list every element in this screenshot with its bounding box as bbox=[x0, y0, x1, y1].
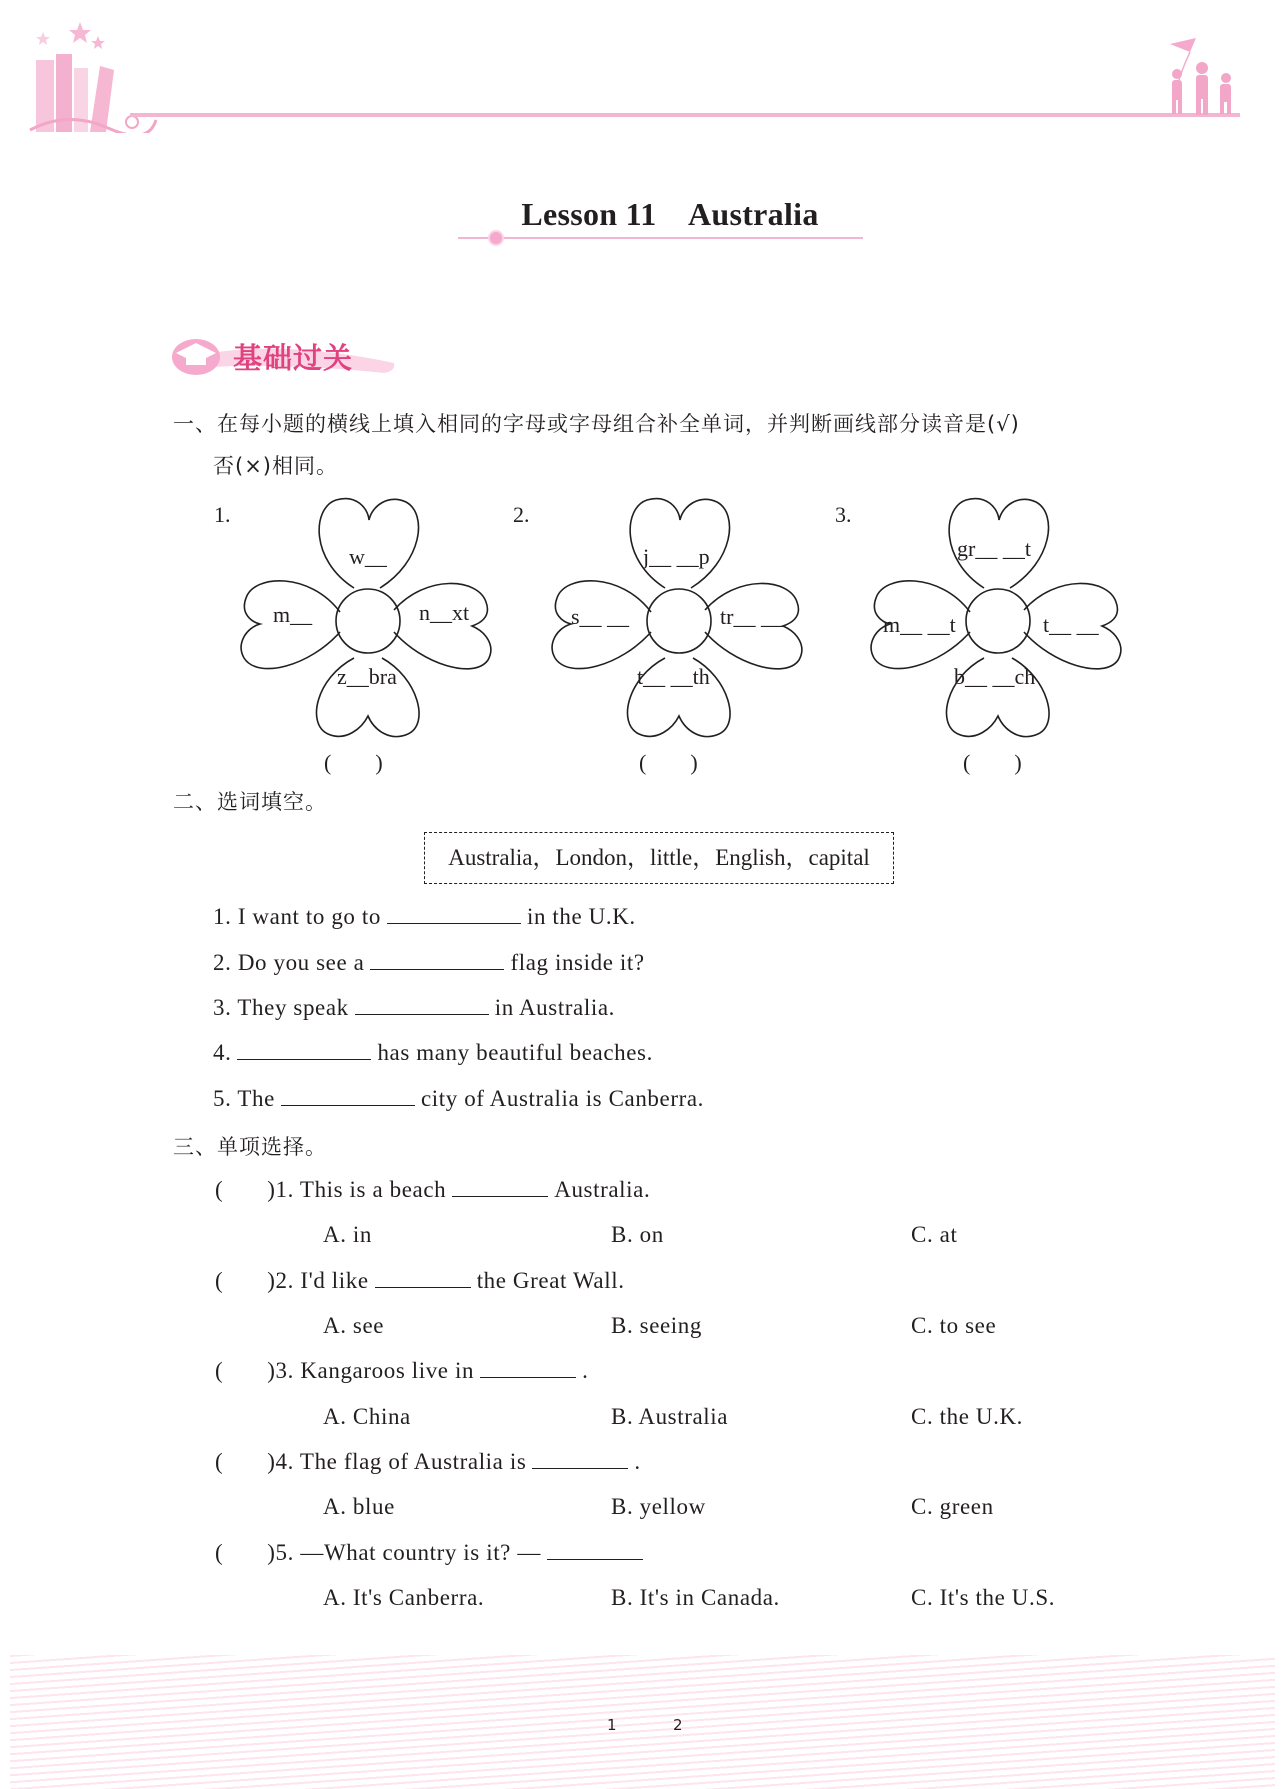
answer-blank[interactable] bbox=[237, 1058, 371, 1060]
fill-item-3 bbox=[213, 995, 615, 1021]
part3-heading: 三、单项选择。 bbox=[173, 1135, 327, 1159]
mc-question-5 bbox=[215, 1540, 649, 1566]
option-a[interactable]: A. China bbox=[323, 1404, 411, 1429]
fill-item-2 bbox=[213, 950, 645, 976]
answer-blank[interactable] bbox=[355, 1013, 489, 1015]
part1-instruction-line2: 否(×)相同。 bbox=[213, 454, 338, 478]
mc-question-1 bbox=[215, 1177, 650, 1203]
flower-word-left: m__ __t bbox=[883, 612, 956, 637]
answer-blank bbox=[547, 1558, 643, 1560]
answer-blank bbox=[452, 1195, 548, 1197]
part2-heading: 二、选词填空。 bbox=[173, 790, 327, 814]
answer-paren-open[interactable]: ( bbox=[215, 1449, 224, 1474]
mc-question-4 bbox=[215, 1449, 641, 1475]
word-bank-box: Australia，London，little，English，capital bbox=[424, 832, 894, 884]
question-text-before: This is a beach bbox=[299, 1177, 447, 1202]
fill-item-5 bbox=[213, 1086, 704, 1112]
answer-blank bbox=[375, 1286, 471, 1288]
answer-paren-open[interactable]: ( bbox=[215, 1540, 224, 1565]
flower-answer-paren[interactable]: ( ) bbox=[639, 750, 698, 775]
flower-1 bbox=[214, 492, 514, 782]
question-text-after: Australia. bbox=[554, 1177, 651, 1202]
answer-blank[interactable] bbox=[281, 1104, 415, 1106]
flower-word-top: w__ bbox=[349, 544, 387, 569]
option-c[interactable]: C. to see bbox=[911, 1313, 997, 1338]
part1-instruction-line1: 一、在每小题的横线上填入相同的字母或字母组合补全单词，并判断画线部分读音是(√) bbox=[173, 412, 1020, 436]
item-text-after: in the U.K. bbox=[526, 904, 636, 929]
flower-2 bbox=[513, 492, 833, 782]
question-text-before: I'd like bbox=[300, 1268, 369, 1293]
section-banner-label: 基础过关 bbox=[233, 341, 354, 375]
mc-question-3 bbox=[215, 1358, 588, 1384]
item-text-before: The bbox=[237, 1086, 275, 1111]
header-decoration-right bbox=[1160, 34, 1245, 119]
option-c[interactable]: C. green bbox=[911, 1494, 994, 1519]
item-number: 4. bbox=[213, 1040, 232, 1065]
flower-answer-paren[interactable]: ( ) bbox=[324, 750, 383, 775]
answer-blank[interactable] bbox=[387, 922, 521, 924]
flower-answer-paren[interactable]: ( ) bbox=[963, 750, 1022, 775]
question-label: )4. bbox=[267, 1449, 294, 1474]
answer-blank[interactable] bbox=[370, 968, 504, 970]
item-text-before: Do you see a bbox=[237, 950, 365, 975]
flower-word-right: n__xt bbox=[419, 600, 470, 625]
title-underline bbox=[458, 237, 863, 239]
question-text-before: The flag of Australia is bbox=[299, 1449, 527, 1474]
page-number-right: 2 bbox=[673, 1716, 683, 1734]
option-c[interactable]: C. the U.K. bbox=[911, 1404, 1024, 1429]
question-label: )3. bbox=[267, 1358, 294, 1383]
item-number: 3. bbox=[213, 995, 232, 1020]
flower-word-top: gr__ __t bbox=[957, 536, 1031, 561]
item-text-before: I want to go to bbox=[237, 904, 381, 929]
header-rule bbox=[130, 113, 1240, 117]
option-a[interactable]: A. It's Canberra. bbox=[323, 1585, 485, 1610]
question-text-before: Kangaroos live in bbox=[300, 1358, 475, 1383]
answer-paren-open[interactable]: ( bbox=[215, 1177, 224, 1202]
fill-item-4 bbox=[213, 1040, 653, 1066]
answer-blank bbox=[532, 1467, 628, 1469]
flower-word-bottom: t__ __th bbox=[637, 664, 710, 689]
option-a[interactable]: A. in bbox=[323, 1222, 372, 1247]
option-b[interactable]: B. seeing bbox=[611, 1313, 702, 1338]
children-kite-icon bbox=[1160, 34, 1245, 119]
mc-question-2 bbox=[215, 1268, 625, 1294]
option-b[interactable]: B. It's in Canada. bbox=[611, 1585, 780, 1610]
question-text-after: the Great Wall. bbox=[476, 1268, 625, 1293]
option-b[interactable]: B. on bbox=[611, 1222, 664, 1247]
item-text-after: flag inside it? bbox=[510, 950, 645, 975]
question-label: )2. bbox=[267, 1268, 294, 1293]
flower-word-bottom: b__ __ch bbox=[954, 664, 1036, 689]
answer-blank bbox=[480, 1376, 576, 1378]
flower-word-right: tr__ __ bbox=[720, 604, 783, 629]
question-label: )1. bbox=[267, 1177, 294, 1202]
item-text-after: city of Australia is Canberra. bbox=[420, 1086, 705, 1111]
item-text-after: has many beautiful beaches. bbox=[377, 1040, 653, 1065]
item-text-after: in Australia. bbox=[494, 995, 616, 1020]
item-text-before: They speak bbox=[237, 995, 349, 1020]
question-text-after: . bbox=[582, 1358, 589, 1383]
flower-number: 1. bbox=[214, 502, 231, 527]
page-title: Lesson 11 Australia bbox=[521, 196, 819, 232]
answer-paren-open[interactable]: ( bbox=[215, 1358, 224, 1383]
option-b[interactable]: B. yellow bbox=[611, 1494, 706, 1519]
item-number: 5. bbox=[213, 1086, 232, 1111]
item-number: 2. bbox=[213, 950, 232, 975]
flower-word-bottom: z__bra bbox=[337, 664, 397, 689]
flower-number: 3. bbox=[835, 502, 852, 527]
option-a[interactable]: A. see bbox=[323, 1313, 385, 1338]
answer-paren-open[interactable]: ( bbox=[215, 1268, 224, 1293]
question-text-before: —What country is it? — bbox=[300, 1540, 541, 1565]
page-number-left: 1 bbox=[607, 1716, 617, 1734]
option-b[interactable]: B. Australia bbox=[611, 1404, 729, 1429]
option-c[interactable]: C. It's the U.S. bbox=[911, 1585, 1056, 1610]
item-number: 1. bbox=[213, 904, 232, 929]
option-c[interactable]: C. at bbox=[911, 1222, 958, 1247]
question-label: )5. bbox=[267, 1540, 294, 1565]
title-dot-ornament bbox=[488, 230, 504, 246]
question-text-after: . bbox=[634, 1449, 641, 1474]
option-a[interactable]: A. blue bbox=[323, 1494, 395, 1519]
fill-item-1 bbox=[213, 904, 636, 930]
flower-3 bbox=[835, 492, 1155, 782]
flower-word-top: j__ __p bbox=[643, 544, 710, 569]
flower-word-left: s__ __ bbox=[571, 604, 630, 629]
flower-word-left: m__ bbox=[273, 602, 313, 627]
footer-band bbox=[10, 1655, 1275, 1789]
flower-word-right: t__ __ bbox=[1043, 612, 1099, 637]
flower-number: 2. bbox=[513, 502, 530, 527]
